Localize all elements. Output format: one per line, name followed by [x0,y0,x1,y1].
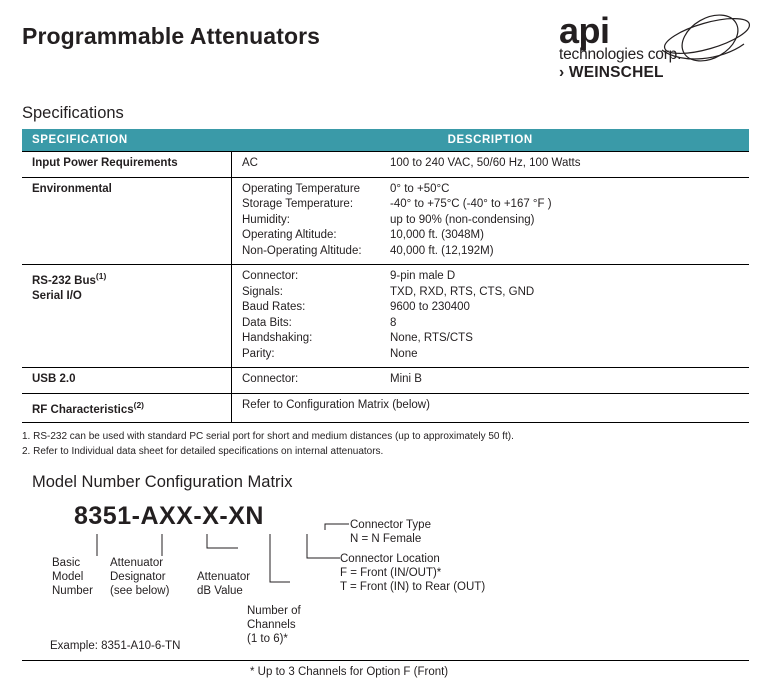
row-value [232,393,750,423]
kv-value: 9-pin male D [390,270,456,282]
kv-value: -40° to +75°C (-40° to +167 °F ) [390,198,552,210]
page-title: Programmable Attenuators [22,23,321,49]
callout-connector-location-t: T = Front (IN) to Rear (OUT) [340,581,486,594]
logo-technologies-text: technologies corp. [559,46,682,63]
footnotes [22,430,749,459]
row-label-footnote-ref: (1) [95,271,107,281]
kv-key: Operating Altitude: [242,229,337,241]
row-value [232,177,750,265]
callout-connector-type-title: Connector Type [350,519,431,532]
row-label-text: USB 2.0 [32,373,76,385]
kv-value: Mini B [390,373,422,385]
callout-attenuator-db-value: Attenuator dB Value [197,571,251,598]
callout-connector-type-n: N = N Female [350,533,422,546]
column-header-specification: SPECIFICATION [22,129,232,152]
row-label [22,393,232,423]
table-row [22,368,749,394]
model-part-db: XX [159,502,194,531]
specifications-heading: Specifications [22,104,124,122]
row-value [232,368,750,394]
model-part-channels: X [202,502,220,531]
row-label-text: Input Power Requirements [32,157,178,169]
kv-value: 100 to 240 VAC, 50/60 Hz, 100 Watts [390,157,581,169]
table-row [22,152,749,178]
model-dash-3: - [219,502,229,531]
row-label-text: Environmental [32,182,112,195]
table-header-row [22,129,749,152]
model-dash-2: - [193,502,203,531]
table-row [22,393,749,423]
row-label [22,265,232,368]
model-dash-1: - [131,502,141,531]
callout-connector-location [340,552,580,594]
kv-key: AC [242,157,258,169]
kv-key: Handshaking: [242,332,313,344]
model-number-example: Example: 8351-A10-6-TN [50,640,181,653]
table-row [22,265,749,368]
callout-number-of-channels: Number of Channels (1 to 6)* [247,605,301,646]
kv-value: 0° to +50°C [390,182,450,195]
kv-key: Non-Operating Altitude: [242,244,362,257]
kv-key: Storage Temperature: [242,198,354,210]
model-part-connector: N [245,502,264,531]
callout-connector-location-f: F = Front (IN/OUT)* [340,567,442,580]
specifications-table [22,129,749,423]
model-part-base: 8351 [74,502,132,531]
kv-value: None, RTS/CTS [390,332,473,344]
column-header-description: DESCRIPTION [232,129,750,152]
row-value [232,152,750,178]
kv-value: TXD, RXD, RTS, CTS, GND [390,285,535,298]
kv-key: Operating Temperature [242,182,361,195]
bottom-divider [22,660,749,661]
row-label-footnote-ref: (2) [133,399,145,410]
kv-key: Parity: [242,347,275,360]
kv-key: Baud Rates: [242,301,306,313]
footnote-2: 2. Refer to Individual data sheet for detailed specifications on internal attenuators. [22,446,384,458]
kv-key: Humidity: [242,213,290,226]
row-label-text: RF Characteristics [32,403,134,416]
model-number-matrix [22,494,749,679]
kv-value: 8 [390,316,397,329]
footnote-1: 1. RS-232 can be used with standard PC serial port for short and medium distances (up to approximately 50 ft). [22,431,514,443]
callout-basic-model-number: Basic Model Number [52,557,93,598]
callout-attenuator-designator: Attenuator Designator (see below) [110,557,170,598]
logo-api-text: api [559,10,610,51]
kv-value: up to 90% (non-condensing) [390,213,535,226]
row-label [22,152,232,178]
row-value-text: Refer to Configuration Matrix (below) [242,398,430,411]
kv-key: Signals: [242,285,283,298]
kv-key: Connector: [242,373,299,385]
kv-value: 10,000 ft. (3048M) [390,229,484,241]
row-label-text: RS-232 Bus [32,274,96,287]
matrix-footnote: * Up to 3 Channels for Option F (Front) [250,666,449,679]
kv-value: 9600 to 230400 [390,301,470,313]
page-header [22,0,749,82]
model-part-location: X [228,502,246,531]
callout-connector-location-title: Connector Location [340,553,440,566]
callout-connector-type [350,518,550,546]
table-row [22,177,749,265]
row-label-text-2: Serial I/O [32,289,82,302]
kv-value: 40,000 ft. (12,192M) [390,244,494,257]
ellipse-swirl-icon [652,10,757,68]
kv-value: None [390,347,418,360]
kv-key: Connector: [242,270,299,282]
kv-key: Data Bits: [242,316,292,329]
row-value [232,265,750,368]
matrix-heading: Model Number Configuration Matrix [32,473,293,492]
logo-weinschel-text: › WEINSCHEL [559,64,664,81]
row-label [22,177,232,265]
company-logo [559,10,749,82]
model-part-designator: A [140,502,160,531]
row-label [22,368,232,394]
